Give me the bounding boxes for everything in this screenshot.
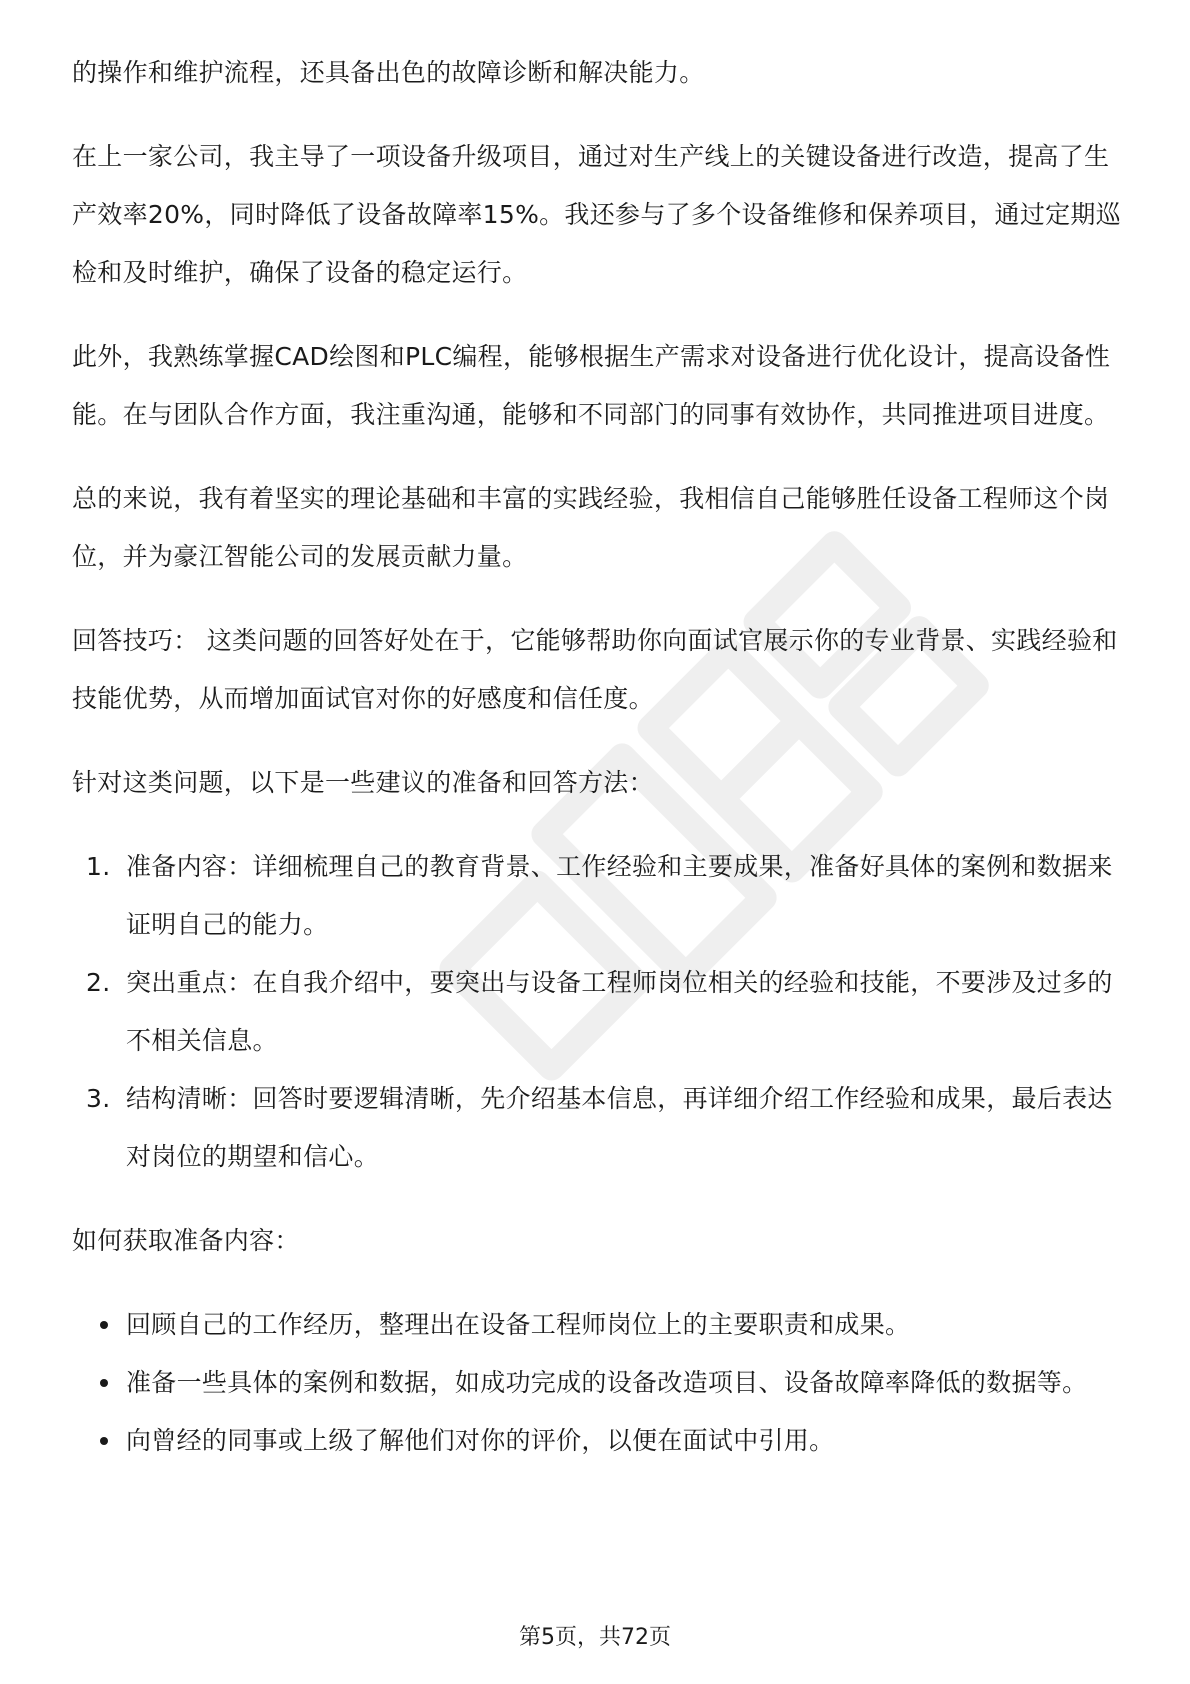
list-item [72, 954, 1122, 1070]
list-item-text: 准备内容：详细梳理自己的教育背景、工作经验和主要成果，准备好具体的案例和数据来证明自己的能力。 [126, 852, 1113, 939]
bullet-list [72, 1296, 1122, 1470]
list-item [72, 1354, 1122, 1412]
paragraph: 的操作和维护流程，还具备出色的故障诊断和解决能力。 [72, 58, 705, 87]
document-body [72, 44, 1122, 1470]
list-item-text: 准备一些具体的案例和数据，如成功完成的设备改造项目、设备故障率降低的数据等。 [126, 1368, 1088, 1397]
list-item [72, 1296, 1122, 1354]
list-item-text: 回顾自己的工作经历，整理出在设备工程师岗位上的主要职责和成果。 [126, 1310, 911, 1339]
list-item [72, 838, 1122, 954]
bullet-icon [100, 1437, 108, 1445]
numbered-list [72, 838, 1122, 1186]
paragraph: 针对这类问题，以下是一些建议的准备和回答方法： [72, 768, 654, 797]
list-item-text: 突出重点：在自我介绍中，要突出与设备工程师岗位相关的经验和技能，不要涉及过多的不相关信息。 [126, 968, 1113, 1055]
paragraph: 总的来说，我有着坚实的理论基础和丰富的实践经验，我相信自己能够胜任设备工程师这个岗位，并为豪江智能公司的发展贡献力量。 [72, 484, 1110, 571]
list-item [72, 1412, 1122, 1470]
paragraph: 此外，我熟练掌握CAD绘图和PLC编程，能够根据生产需求对设备进行优化设计，提高设备性能。在与团队合作方面，我注重沟通，能够和不同部门的同事有效协作，共同推进项目进度。 [72, 342, 1111, 429]
bullet-icon [100, 1321, 108, 1329]
paragraph: 回答技巧： 这类问题的回答好处在于，它能够帮助你向面试官展示你的专业背景、实践经验和技能优势，从而增加面试官对你的好感度和信任度。 [72, 626, 1118, 713]
list-number: 3. [86, 1084, 111, 1113]
list-number: 2. [86, 968, 111, 997]
list-item-text: 向曾经的同事或上级了解他们对你的评价，以便在面试中引用。 [126, 1426, 835, 1455]
paragraph: 在上一家公司，我主导了一项设备升级项目，通过对生产线上的关键设备进行改造，提高了生产效率20%，同时降低了设备故障率15%。我还参与了多个设备维修和保养项目，通过定期巡检和及时维护，确保了设备的稳定运行。 [72, 142, 1122, 287]
list-item-text: 结构清晰：回答时要逻辑清晰，先介绍基本信息，再详细介绍工作经验和成果，最后表达对岗位的期望和信心。 [126, 1084, 1113, 1171]
bullet-icon [100, 1379, 108, 1387]
list-item [72, 1070, 1122, 1186]
list-number: 1. [86, 852, 111, 881]
paragraph: 如何获取准备内容： [72, 1226, 300, 1255]
page-number: 第5页，共72页 [519, 1625, 671, 1650]
